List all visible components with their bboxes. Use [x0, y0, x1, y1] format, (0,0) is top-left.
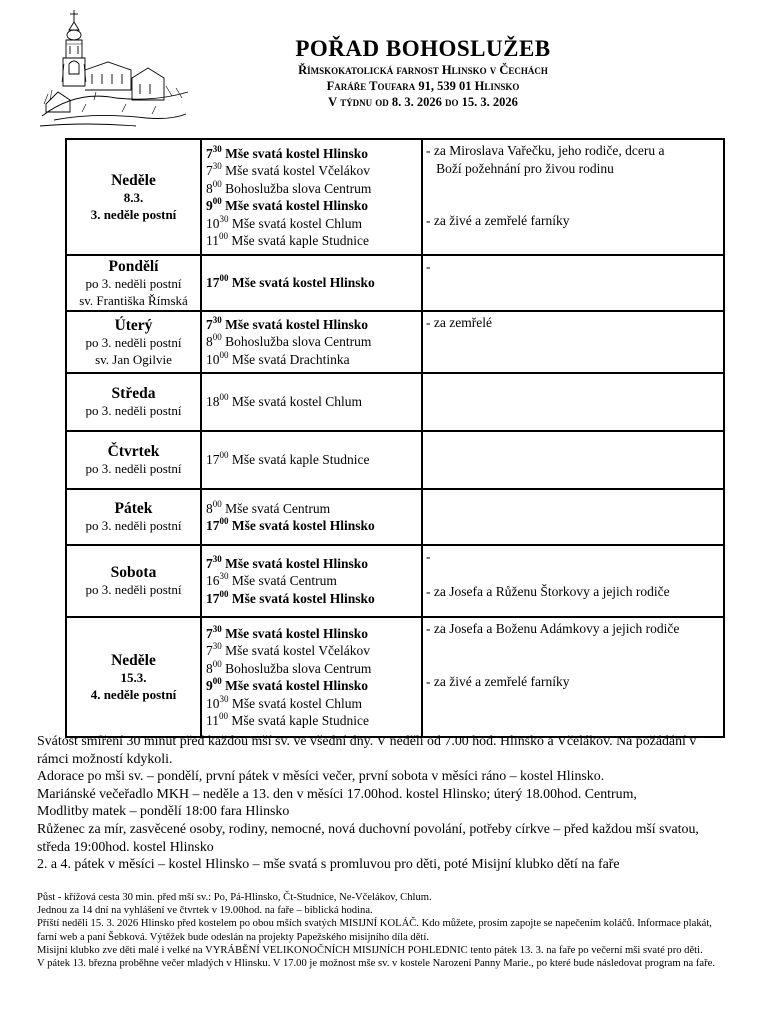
mass-minute: 30	[219, 213, 229, 224]
day-name: Úterý	[114, 316, 153, 334]
day-subtitle: po 3. neděli postní	[85, 582, 182, 597]
mass-minute: 30	[212, 314, 222, 325]
mass-description: Mše svatá kostel Hlinsko	[225, 145, 369, 161]
mass-hour: 8	[206, 180, 213, 196]
mass-hour: 18	[206, 394, 220, 410]
mass-minute: 30	[219, 693, 229, 704]
mass-minute: 30	[212, 641, 222, 651]
small-note-lent: Půst - křížová cesta 30 min. před mší sv.: Po, Pá-Hlinsko, Čt-Studnice, Ne-Včelákov, Chlum.	[37, 892, 432, 903]
day-name: Pátek	[114, 500, 153, 517]
header	[252, 36, 594, 110]
intention-line: - za Miroslava Vařečku, jeho rodiče, dceru a	[426, 143, 665, 158]
mass-description: Mše svatá kostel Hlinsko	[225, 198, 369, 213]
schedule-row	[66, 311, 724, 373]
mass-description: Mše svatá kostel Hlinsko	[225, 316, 369, 332]
mass-cell	[201, 139, 422, 255]
day-name: Středa	[111, 385, 156, 402]
day-subtitle: po 3. neděli postní	[85, 403, 182, 418]
day-name: Neděle	[111, 171, 156, 189]
mass-minute: 30	[212, 553, 222, 564]
mass-hour: 11	[206, 713, 219, 728]
mass-minute: 30	[219, 571, 229, 582]
intention-line: -	[426, 549, 431, 564]
mass-entry	[206, 695, 421, 713]
mass-entry	[206, 316, 421, 334]
mass-cell	[201, 545, 422, 617]
mass-description: Mše svatá kaple Studnice	[231, 233, 369, 248]
day-subtitle: 3. neděle postní	[90, 206, 177, 222]
day-subtitle: po 3. neděli postní	[85, 461, 182, 476]
day-cell	[66, 139, 201, 255]
day-cell	[66, 431, 201, 489]
mass-minute: 00	[219, 273, 229, 284]
schedule-row	[66, 373, 724, 431]
mass-hour: 11	[206, 233, 219, 248]
mass-description: Mše svatá kaple Studnice	[231, 452, 370, 468]
mass-hour: 17	[206, 518, 220, 533]
mass-entry	[206, 351, 421, 369]
mass-entry	[206, 712, 421, 730]
parish-address: Faráře Toufara 91, 539 01 Hlinsko	[326, 79, 520, 93]
mass-minute: 00	[219, 392, 229, 403]
day-cell	[66, 545, 201, 617]
intention-line: - za zemřelé	[426, 315, 492, 330]
mass-cell	[201, 373, 422, 431]
mass-minute: 00	[219, 450, 229, 461]
page-title: POŘAD BOHOSLUŽEB	[295, 36, 551, 61]
day-cell	[66, 489, 201, 545]
mass-cell	[201, 489, 422, 545]
intention-line: - za živé a zemřelé farníky	[426, 673, 570, 689]
mass-description: Mše svatá kostel Chlum	[231, 394, 362, 410]
mass-description: Bohoslužba slova Centrum	[225, 180, 372, 196]
mass-cell	[201, 255, 422, 311]
day-subtitle: sv. Františka Římská	[79, 292, 188, 308]
mass-description: Mše svatá Drachtinka	[231, 351, 350, 367]
intention-line	[426, 638, 723, 656]
intention-cell	[422, 139, 724, 255]
mass-description: Mše svatá kostel Hlinsko	[231, 590, 375, 606]
schedule-row	[66, 139, 724, 255]
day-cell	[66, 255, 201, 311]
mass-entry	[206, 572, 421, 590]
mass-hour: 8	[206, 334, 213, 350]
mass-entry	[206, 517, 421, 535]
mass-description: Mše svatá kostel Hlinsko	[225, 555, 369, 571]
intention-cell	[422, 545, 724, 617]
mass-entry	[206, 197, 421, 215]
mass-minute: 00	[219, 231, 228, 241]
note-mothers-prayer: Modlitby matek – pondělí 18:00 fara Hlinsko	[37, 804, 290, 820]
intention-line: - za Josefa a Růženu Štorkovy a jejich rodiče	[426, 584, 670, 599]
day-subtitle: 15.3.	[120, 669, 147, 685]
week-range: V týdnu od 8. 3. 2026 do 15. 3. 2026	[328, 95, 518, 109]
mass-description: Bohoslužba slova Centrum	[225, 334, 372, 350]
mass-hour: 17	[206, 452, 220, 468]
mass-minute: 00	[212, 196, 222, 206]
mass-hour: 10	[206, 215, 220, 231]
mass-minute: 00	[212, 676, 222, 686]
day-subtitle: sv. Jan Ogilvie	[95, 351, 172, 367]
mass-entry	[206, 145, 421, 163]
mass-description: Mše svatá Centrum	[225, 500, 331, 516]
notes-section	[37, 733, 727, 874]
day-cell	[66, 617, 201, 737]
intention-line: - za Josefa a Boženu Adámkovy a jejich rodiče	[426, 621, 680, 636]
mass-minute: 00	[219, 588, 229, 599]
schedule-row	[66, 545, 724, 617]
intention-line: Boží požehnání pro živou rodinu	[426, 160, 614, 176]
mass-description: Bohoslužba slova Centrum	[225, 660, 372, 676]
mass-minute: 30	[212, 161, 222, 171]
church-illustration	[36, 8, 196, 130]
mass-cell	[201, 617, 422, 737]
mass-entry	[206, 500, 421, 518]
mass-description: Mše svatá kostel Hlinsko	[231, 275, 375, 291]
mass-entry	[206, 677, 421, 695]
mass-minute: 30	[212, 623, 222, 634]
mass-hour: 7	[206, 163, 213, 178]
mass-description: Mše svatá Centrum	[231, 573, 337, 589]
mass-minute: 00	[219, 349, 229, 360]
schedule-row	[66, 489, 724, 545]
mass-description: Mše svatá kostel Chlum	[231, 695, 362, 711]
intention-cell	[422, 617, 724, 737]
schedule-row	[66, 255, 724, 311]
mass-entry	[206, 625, 421, 643]
mass-cell	[201, 311, 422, 373]
day-subtitle: 4. neděle postní	[90, 686, 177, 702]
day-name: Čtvrtek	[107, 443, 160, 460]
mass-entry	[206, 642, 421, 660]
mass-hour: 8	[206, 660, 213, 676]
note-rosary: Růženec za mír, zasvěcené osoby, rodiny, nemocné, nová duchovní povolání, potřeby církve – před každou mší svatou, středa 19:00hod. kostel Hlinsko	[37, 821, 699, 855]
schedule-table	[65, 138, 725, 738]
mass-hour: 16	[206, 573, 220, 589]
small-note-youth-evening: V pátek 13. března proběhne večer mladých v Hlinsku. V 17.00 je možnost mše sv. v kostele Narození Panny Marie., po které bude následovat program na faře.	[37, 958, 715, 970]
mass-entry	[206, 180, 421, 198]
mass-description: Mše svatá kostel Hlinsko	[225, 678, 369, 693]
day-name: Pondělí	[108, 257, 159, 275]
schedule-row	[66, 431, 724, 489]
mass-hour: 7	[206, 145, 213, 161]
intention-line: - za živé a zemřelé farníky	[426, 213, 570, 228]
mass-minute: 00	[212, 658, 222, 669]
mass-entry	[206, 590, 421, 608]
day-cell	[66, 311, 201, 373]
mass-cell	[201, 431, 422, 489]
mass-hour: 7	[206, 316, 213, 332]
day-subtitle: po 3. neděli postní	[85, 518, 182, 533]
mass-entry	[206, 215, 421, 233]
day-name: Neděle	[111, 651, 156, 669]
mass-description: Mše svatá kostel Včelákov	[225, 163, 370, 178]
mass-entry	[206, 660, 421, 678]
mass-minute: 30	[212, 143, 222, 154]
mass-hour: 7	[206, 643, 213, 658]
intention-line	[426, 566, 723, 584]
intention-line	[426, 655, 723, 673]
note-confession: Svátost smíření 30 minut před každou mší sv. ve všední dny. V neděli od 7.00 hod. Hlinsko a Včelákov. Na požádání v rámci možností kdykoli.	[37, 734, 697, 767]
intention-cell	[422, 489, 724, 545]
mass-hour: 9	[206, 678, 213, 693]
mass-entry	[206, 393, 421, 411]
day-subtitle: 8.3.	[123, 189, 144, 205]
day-cell	[66, 373, 201, 431]
mass-minute: 00	[212, 332, 222, 343]
day-name: Sobota	[110, 564, 157, 581]
small-note-mission-club: Misijní klubko zve děti malé i velké na VYRÁBĚNÍ VELIKONOČNÍCH MISIJNÍCH POHLEDNIC tento pátek 13. 3. na faře po večerní mši svaté pro děti.	[37, 944, 703, 956]
mass-entry	[206, 162, 421, 180]
intention-cell	[422, 255, 724, 311]
day-subtitle: po 3. neděli postní	[85, 334, 182, 350]
small-notes-section	[37, 891, 727, 970]
small-note-bible-hour: Jednou za 14 dní na vyhlášení ve čtvrtek v 19.00hod. na faře – biblická hodina.	[37, 905, 373, 917]
mass-hour: 7	[206, 625, 213, 641]
note-cenacle: Mariánské večeřadlo MKH – neděle a 13. den v měsíci 17.00hod. kostel Hlinsko; úterý 18.00hod. Centrum,	[37, 786, 637, 802]
mass-hour: 7	[206, 555, 213, 571]
intention-cell	[422, 431, 724, 489]
note-adoration: Adorace po mši sv. – pondělí, první pátek v měsíci večer, první sobota v měsíci ráno – kostel Hlinsko.	[37, 769, 605, 785]
mass-description: Mše svatá kaple Studnice	[231, 713, 369, 728]
mass-entry	[206, 232, 421, 250]
mass-hour: 10	[206, 351, 220, 367]
mass-description: Mše svatá kostel Hlinsko	[225, 625, 369, 641]
mass-minute: 00	[219, 516, 229, 526]
intention-cell	[422, 373, 724, 431]
parish-name: Římskokatolická farnost Hlinsko v Čechách	[298, 63, 548, 77]
mass-minute: 00	[219, 711, 228, 721]
intention-cell	[422, 311, 724, 373]
mass-hour: 9	[206, 198, 213, 213]
mass-entry	[206, 451, 421, 469]
note-children-mass: 2. a 4. pátek v měsíci – kostel Hlinsko – mše svatá s promluvou pro děti, poté Misijní klubko dětí na faře	[37, 857, 620, 873]
schedule-row	[66, 617, 724, 737]
mass-description: Mše svatá kostel Chlum	[231, 215, 362, 231]
mass-minute: 00	[212, 498, 222, 509]
intention-line: -	[426, 259, 431, 274]
mass-description: Mše svatá kostel Hlinsko	[231, 518, 375, 533]
mass-hour: 17	[206, 275, 220, 291]
mass-hour: 8	[206, 500, 213, 516]
mass-entry	[206, 555, 421, 573]
mass-hour: 17	[206, 590, 220, 606]
intention-line	[426, 195, 723, 213]
mass-hour: 10	[206, 695, 220, 711]
small-note-mission-cake: Příští neděli 15. 3. 2026 Hlinsko před kostelem po obou mších svatých MISIJNÍ KOLÁČ. Kdo můžete, prosím zapojte se napečením koláčů. Informace plakát, farní web a paní Šebková. Výtěžek bude odeslán na projekty Papežského misijního díla dětí.	[37, 918, 712, 943]
mass-entry	[206, 274, 421, 292]
intention-line	[426, 177, 723, 195]
day-subtitle: po 3. neděli postní	[85, 275, 182, 291]
mass-entry	[206, 333, 421, 351]
mass-minute: 00	[212, 178, 222, 189]
mass-description: Mše svatá kostel Včelákov	[225, 643, 370, 658]
